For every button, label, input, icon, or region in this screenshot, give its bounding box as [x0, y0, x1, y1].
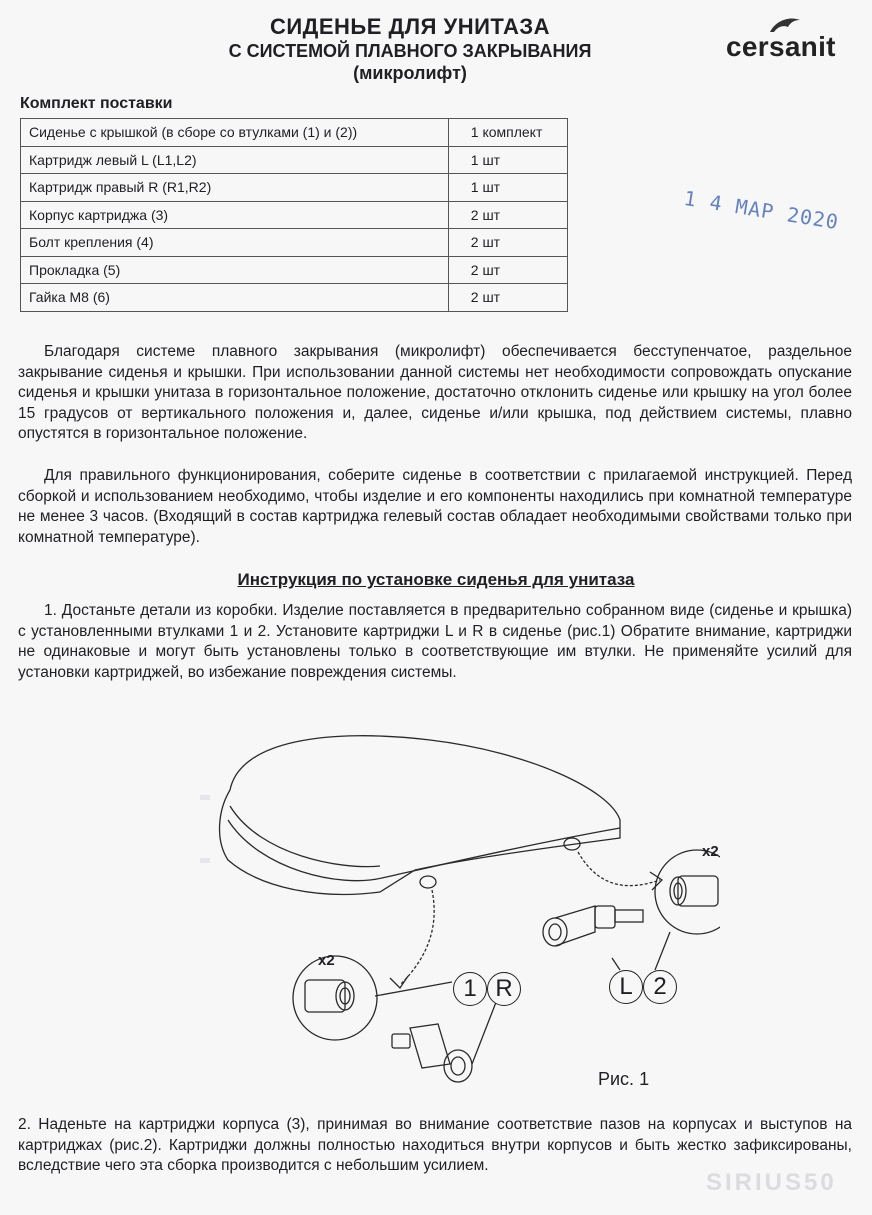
date-stamp: 1 4 МАР 2020: [682, 186, 841, 235]
arrow-right: [578, 852, 660, 886]
watermark: SIRIUS50: [706, 1169, 837, 1196]
kit-table-row: [21, 201, 568, 229]
kit-item-name: Картридж правый R (R1,R2): [21, 174, 449, 202]
kit-item-qty: 1 шт: [448, 146, 567, 174]
kit-item-name: Картридж левый L (L1,L2): [21, 146, 449, 174]
kit-item-qty: 2 шт: [448, 256, 567, 284]
qty-label-x2-right: x2: [702, 843, 719, 860]
kit-item-name: Гайка M8 (6): [21, 284, 449, 312]
kit-table-row: [21, 284, 568, 312]
instruction-step-2: 2. Наденьте на картриджи корпуса (3), принимая во внимание соответствие пазов на корпусах и выступов на картриджах (рис.2). Картриджи должны полностью находиться внутри корпусов и быть жестко зафиксированы, вследствие чего эта сборка производится с небольшим усилием.: [18, 1116, 852, 1174]
label-circle-1: 1: [453, 972, 487, 1006]
cersanit-logo: [726, 14, 846, 64]
kit-heading: Комплект поставки: [20, 95, 173, 112]
figure-caption: Рис. 1: [598, 1069, 650, 1089]
instruction-step-1: 1. Достаньте детали из коробки. Изделие поставляется в предварительно собранном виде (сиденье и крышка) с установленными втулками 1 и 2. Установите картриджи L и R в сиденье (рис.1) Обратите внимание, картриджи не одинаковые и могут быть установлены только в соответствующие им втулки. Не применяйте усилий для установки картриджей, во избежание повреждения системы.: [18, 602, 852, 681]
hinge-bushing-left: [420, 876, 436, 888]
paragraph-temperature: Для правильного функционирования, соберите сиденье в соответствии с прилагаемой инструкцией. Перед сборкой и использованием необходимо, чтобы изделие и его компоненты находились при комнатной температуре не менее 3 часов. (Входящий в состав картриджа гелевый состав обладает необходимыми свойствами только при комнатной температуре).: [18, 467, 852, 546]
title-line-3: (микролифт): [353, 63, 467, 83]
kit-table-row: [21, 229, 568, 257]
kit-item-qty: 2 шт: [448, 201, 567, 229]
kit-table-row: [21, 119, 568, 147]
document-title: [150, 14, 670, 84]
kit-item-qty: 1 комплект: [448, 119, 567, 147]
kit-item-qty: 1 шт: [448, 174, 567, 202]
detail-circle-right: [655, 850, 720, 934]
brand-name: cersanit: [726, 31, 836, 62]
figure-1-drawing: [200, 720, 720, 1100]
arrow-left: [400, 890, 434, 985]
instructions-title: Инструкция по установке сиденья для унитаза: [237, 570, 635, 589]
kit-item-name: Прокладка (5): [21, 256, 449, 284]
label-circle-l: L: [609, 970, 643, 1004]
kit-table-row: [21, 174, 568, 202]
cartridge-r-drawing: [392, 1024, 472, 1082]
kit-item-name: Сиденье с крышкой (в сборе со втулками (1) и (2)): [21, 119, 449, 147]
kit-table: [20, 118, 568, 312]
seat-lid: [220, 736, 620, 895]
label-circle-r: R: [487, 972, 521, 1006]
kit-item-qty: 2 шт: [448, 284, 567, 312]
paragraph-description: Благодаря системе плавного закрывания (микролифт) обеспечивается бесступенчатое, раздельное закрывание сиденья и крышки. При использовании данной системы нет необходимости сопровождать опускание сиденья и крышки унитаза в горизонтальное положение, достаточно отклонить сиденье или крышку на угол более 15 градусов от вертикального положения и, далее, сиденье и/или крышка, под действием системы, плавно опустятся в горизонтальное положение.: [18, 343, 852, 442]
kit-item-qty: 2 шт: [448, 229, 567, 257]
qty-label-x2-left: x2: [318, 952, 335, 969]
title-line-1: СИДЕНЬЕ ДЛЯ УНИТАЗА: [269, 14, 551, 39]
kit-item-name: Корпус картриджа (3): [21, 201, 449, 229]
kit-item-name: Болт крепления (4): [21, 229, 449, 257]
kit-table-row: [21, 146, 568, 174]
kit-table-row: [21, 256, 568, 284]
title-line-2: С СИСТЕМОЙ ПЛАВНОГО ЗАКРЫВАНИЯ: [228, 41, 592, 61]
cartridge-l-drawing: [543, 906, 643, 946]
label-circle-2: 2: [643, 970, 677, 1004]
